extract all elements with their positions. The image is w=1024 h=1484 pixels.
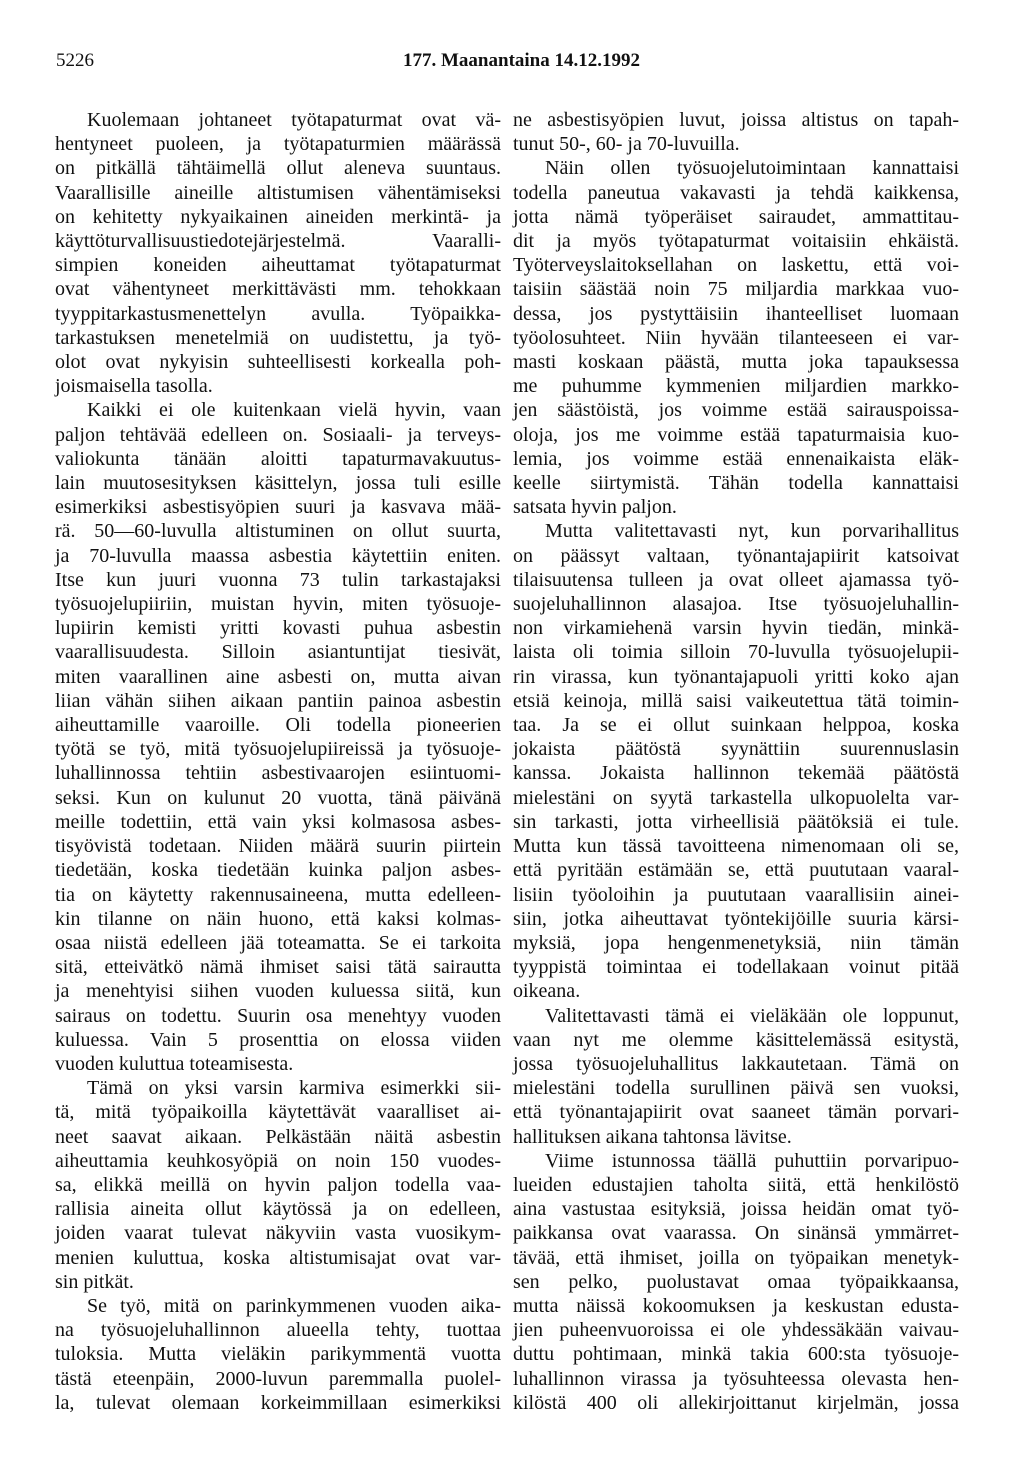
text-line: tilaisuutensa tulleen ja ovat olleet ajamassa työ- <box>513 568 959 591</box>
right-text-column <box>513 108 959 1415</box>
text-line: rä. 50—60-luvulla altistuminen on ollut suurta, <box>55 520 501 543</box>
text-line: etsiä keinoja, millä saisi vaikeutettua tätä toimin- <box>513 689 959 712</box>
text-line: meille todettiin, että vain yksi kolmasosa asbes- <box>55 810 501 833</box>
text-line: joiden vaarat tulevat näkyviin vasta vuosikym- <box>55 1222 501 1245</box>
text-line: tuloksia. Mutta vieläkin parikymmentä vuotta <box>55 1343 501 1366</box>
text-line: tarkastuksen menetelmiä on uudistettu, ja työ- <box>55 326 501 349</box>
text-line: aiheuttamia keuhkosyöpiä on noin 150 vuodes- <box>55 1149 501 1172</box>
text-line: jen säästöistä, jos voimme estää sairauspoissa- <box>513 399 959 422</box>
text-line: vuoden kuluttua toteamisesta. <box>55 1052 294 1075</box>
session-date-heading: 177. Maanantaina 14.12.1992 <box>403 50 640 71</box>
text-line: työtä se työ, mitä työsuojelupiireissä ja työsuoje- <box>55 738 501 761</box>
text-line: paljon tehtävää edelleen on. Sosiaali- ja terveys- <box>55 423 501 446</box>
text-line: menien kuluttua, koska altistumisajat ovat var- <box>55 1246 501 1269</box>
text-line: lain muutosesityksen käsittelyn, jossa tuli esille <box>55 472 501 495</box>
text-line: että pyritään estämään se, että puututaan vaaral- <box>513 859 959 882</box>
text-line: vaarallisuudesta. Silloin asiantuntijat tiesivät, <box>55 641 501 664</box>
text-line: oikeana. <box>513 980 581 1003</box>
text-line: me puhumme kymmenien miljardien markko- <box>513 375 959 398</box>
text-line: mielestäni on syytä tarkastella ulkopuolelta var- <box>513 786 959 809</box>
text-line: keelle siirtymistä. Tähän todella kannattaisi <box>513 472 959 495</box>
text-line: todella paneutua vakavasti ja tehdä kaikkensa, <box>513 181 959 204</box>
text-line: osaa niistä edelleen jää toteamatta. Se ei tarkoita <box>55 931 501 954</box>
text-line: Kaikki ei ole kuitenkaan vielä hyvin, vaan <box>87 399 501 422</box>
text-line: ja 70-luvulla maassa asbestia käytettiin eniten. <box>55 544 501 567</box>
text-line: Tämä on yksi varsin karmiva esimerkki sii- <box>87 1077 501 1100</box>
text-line: Mutta kun tässä tavoitteena nimenomaan oli se, <box>513 835 959 858</box>
text-line: että työnantajapiirit ovat saaneet tämän porvari- <box>513 1101 959 1124</box>
text-line: aiheuttamille vaaroille. Oli todella pioneerien <box>55 714 501 737</box>
text-line: kanssa. Jokaista hallinnon tekemää päätöstä <box>513 762 959 785</box>
text-line: Näin ollen työsuojelutoimintaan kannattaisi <box>545 157 959 180</box>
text-line: tä, mitä työpaikoilla käytettävät vaaralliset ai- <box>55 1101 501 1124</box>
text-line: suojeluhallinnon alasajoa. Itse työsuojeluhallin- <box>513 593 959 616</box>
text-line: käyttöturvallisuustiedotejärjestelmä. Vaaralli- <box>55 230 501 253</box>
text-line: jien puheenvuoroissa ei ole yhdessäkään vaivau- <box>513 1319 959 1342</box>
text-line: kilöstä 400 oli allekirjoittanut kirjelmän, jossa <box>513 1391 959 1414</box>
text-line: tävää, että ihmiset, joilla on työpaikan menetyk- <box>513 1246 959 1269</box>
text-line: ja menehtyisi siihen vuoden kuluessa siitä, kun <box>55 980 501 1003</box>
text-line: työolosuhteet. Niin hyvään tilanteeseen ei var- <box>513 326 959 349</box>
text-line: duttu pohtimaan, minkä takia 600:sta työsuoje- <box>513 1343 959 1366</box>
text-line: tiedetään, koska tiedetään kuinka paljon asbes- <box>55 859 501 882</box>
text-line: oloja, jos me voimme estää tapaturmaisia kuo- <box>513 423 959 446</box>
text-line: ne asbestisyöpien luvut, joissa altistus on tapah- <box>513 109 959 131</box>
text-line: sairaus on todettu. Suurin osa menehtyy vuoden <box>55 1004 501 1027</box>
page-number: 5226 <box>56 50 94 71</box>
text-line: liian vähän siihen aikaan pantiin painoa asbestin <box>55 689 501 712</box>
text-line: tyyppistä toimintaa ei todellakaan voinut pitää <box>513 956 959 979</box>
text-line: vaan nyt me olemme käsittelemässä esitystä, <box>513 1028 959 1051</box>
text-line: na työsuojeluhallinnon alueella tehty, tuottaa <box>55 1319 501 1342</box>
text-line: työsuojelupiiriin, muistan hyvin, miten työsuoje- <box>55 593 501 616</box>
text-line: seksi. Kun on kulunut 20 vuotta, tänä päivänä <box>55 786 501 809</box>
text-line: olot ovat nykyisin suhteellisesti korkealla poh- <box>55 351 501 374</box>
text-line: Itse kun juuri vuonna 73 tulin tarkastajaksi <box>55 568 501 591</box>
text-line: luhallinnossa tehtiin asbestivaarojen esiintuomi- <box>55 762 501 785</box>
text-line: taisiin säästää noin 75 miljardia markkaa vuo- <box>513 278 959 301</box>
text-line: paikkansa ovat vaarassa. On sinänsä ymmärret- <box>513 1222 959 1245</box>
text-line: siin, jotka aiheuttavat työntekijöille suuria kärsi- <box>513 907 959 930</box>
text-line: tyyppitarkastusmenettelyn avulla. Työpaikka- <box>55 302 501 325</box>
text-line: dit ja myös työtapaturmat voitaisiin ehkäistä. <box>513 230 959 253</box>
text-line: aina vastustaa esityksiä, joissa heidän omat työ- <box>513 1198 959 1221</box>
text-line: luhallinnon virassa ja työsuhteessa olevasta hen- <box>513 1367 959 1390</box>
text-line: sen pelko, puolustavat omaa työpaikkaansa, <box>513 1270 959 1293</box>
text-line: tästä eteenpäin, 2000-luvun paremmalla puolel- <box>55 1367 501 1390</box>
text-line: Vaarallisille aineille altistumisen vähentämiseksi <box>55 181 501 204</box>
text-line: jossa työsuojeluhallitus lakkautetaan. Tämä on <box>513 1052 959 1075</box>
text-line: sa, elikkä meillä on hyvin paljon todella vaa- <box>55 1173 501 1196</box>
text-line: Työterveyslaitoksellahan on laskettu, että voi- <box>513 254 959 277</box>
text-line: tisyövistä todetaan. Niiden määrä suurin piirtein <box>55 835 501 858</box>
text-line: simpien koneiden aiheuttamat työtapaturmat <box>55 254 501 277</box>
text-line: mutta näissä kokoomuksen ja keskustan edusta- <box>513 1294 959 1317</box>
text-line: hallituksen aikana tahtonsa lävitse. <box>513 1125 792 1148</box>
text-line: on pitkällä tähtäimellä ollut aleneva suuntaus. <box>55 157 501 180</box>
text-line: kin tilanne on näin huono, että kaksi kolmas- <box>55 907 501 930</box>
text-line: taa. Ja se ei ollut suinkaan helppoa, koska <box>513 714 959 737</box>
text-line: valiokunta tänään aloitti tapaturmavakuutus- <box>55 447 501 470</box>
page-header <box>56 50 968 74</box>
text-line: neet saavat aikaan. Pelkästään näitä asbestin <box>55 1125 501 1148</box>
text-line: dessa, jos pystyttäisiin ihanteelliset luomaan <box>513 302 959 325</box>
text-line: myksiä, jopa hengenmenetyksiä, niin tämän <box>513 931 959 954</box>
text-line: mielestäni todella surullinen päivä sen vuoksi, <box>513 1077 959 1100</box>
text-line: lupiirin kemisti yritti kovasti puhua asbestin <box>55 617 501 640</box>
text-line: sin pitkät. <box>55 1270 134 1293</box>
text-line: sin tarkasti, jotta virheellisiä päätöksiä ei tule. <box>513 810 959 833</box>
text-line: on kehitetty nykyaikainen aineiden merkintä- ja <box>55 205 501 228</box>
text-line: tunut 50-, 60- ja 70-luvuilla. <box>513 133 740 156</box>
text-line: miten vaarallinen aine asbesti on, mutta aivan <box>55 665 501 688</box>
text-line: lemia, jos voimme estää ennenaikaista eläk- <box>513 447 959 470</box>
text-line: jokaista päätöstä syynättiin suurennuslasin <box>513 738 959 761</box>
text-line: Valitettavasti tämä ei vieläkään ole loppunut, <box>545 1004 959 1027</box>
text-line: lueiden edustajien taholta siitä, että henkilöstö <box>513 1173 959 1196</box>
text-line: on päässyt valtaan, työnantajapiirit katsoivat <box>513 544 959 567</box>
text-line: sitä, etteivätkö nämä ihmiset saisi tätä sairautta <box>55 956 501 979</box>
text-line: jotta nämä työperäiset sairaudet, ammattitau- <box>513 205 959 228</box>
text-line: masti koskaan päästä, mutta joka tapauksessa <box>513 351 959 374</box>
text-line: kuluessa. Vain 5 prosenttia on elossa viiden <box>55 1028 501 1051</box>
text-line: laista oli toimia silloin 70-luvulla työsuojelupii- <box>513 641 959 664</box>
text-line: ovat vähentyneet merkittävästi mm. tehokkaan <box>55 278 501 301</box>
text-line: lisiin työoloihin ja puututaan vaarallisiin ainei- <box>513 883 959 906</box>
text-line: la, tulevat olemaan korkeimmillaan esimerkiksi <box>55 1391 501 1414</box>
text-line: joismaisella tasolla. <box>55 375 213 398</box>
text-line: non virkamiehenä varsin hyvin tiedän, minkä- <box>513 617 959 640</box>
text-line: rallisia aineita ollut käytössä ja on edelleen, <box>55 1198 501 1221</box>
text-line: esimerkiksi asbestisyöpien suuri ja kasvava mää- <box>55 496 501 519</box>
left-text-column <box>55 108 501 1415</box>
text-line: Kuolemaan johtaneet työtapaturmat ovat vä- <box>87 109 501 131</box>
text-line: Mutta valitettavasti nyt, kun porvarihallitus <box>545 520 959 543</box>
text-line: Viime istunnossa täällä puhuttiin porvaripuo- <box>545 1149 959 1172</box>
text-line: rin virassa, kun työnantajapuoli yritti koko ajan <box>513 665 959 688</box>
text-line: Se työ, mitä on parinkymmenen vuoden aika- <box>87 1294 501 1317</box>
text-line: tia on käytetty rakennusaineena, mutta edelleen- <box>55 883 501 906</box>
text-line: satsata hyvin paljon. <box>513 496 677 519</box>
text-line: hentyneet puoleen, ja työtapaturmien määrässä <box>55 133 501 156</box>
